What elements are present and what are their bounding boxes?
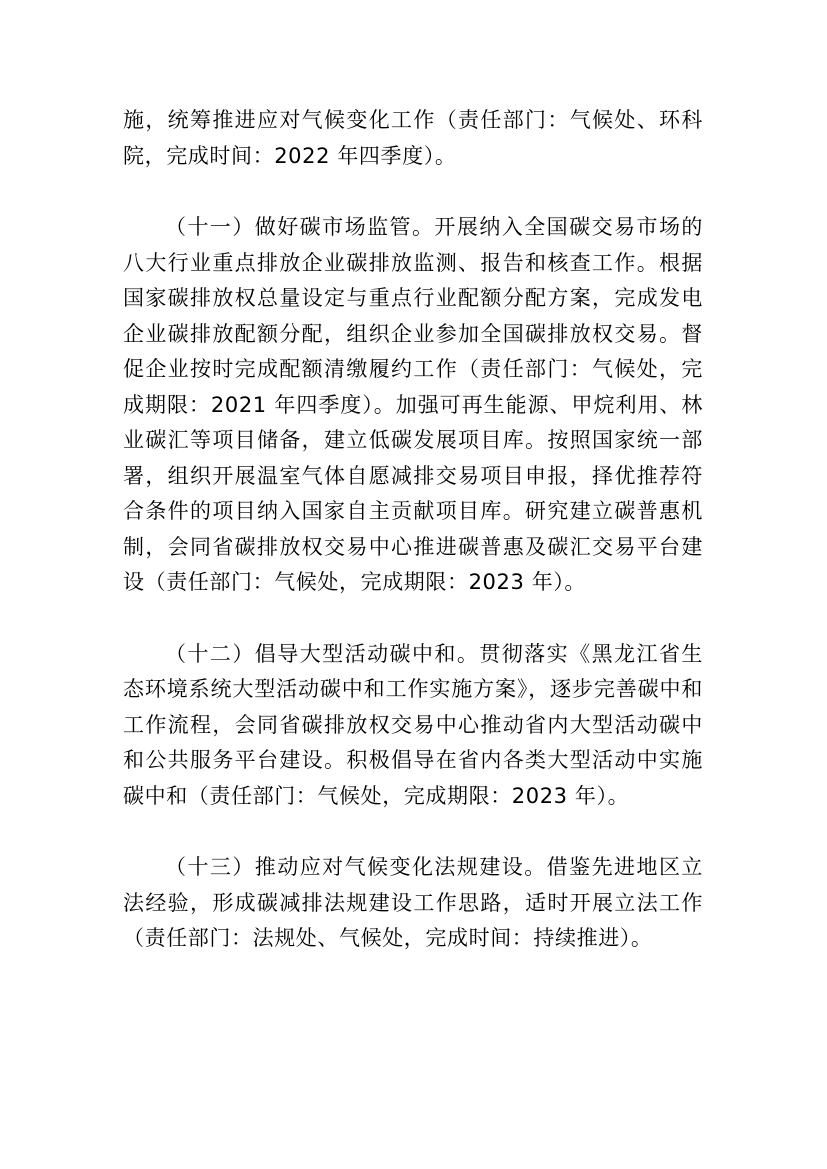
paragraph-continuation: 施，统筹推进应对气候变化工作（责任部门：气候处、环科院，完成时间：2022 年四季度）。 <box>123 108 703 168</box>
document-body <box>123 103 703 957</box>
paragraph-item-11: （十一）做好碳市场监管。开展纳入全国碳交易市场的八大行业重点排放企业碳排放监测、报告和核查工作。根据国家碳排放权总量设定与重点行业配额分配方案，完成发电企业碳排放配额分配，组织企业参加全国碳排放权交易。督促企业按时完成配额清缴履约工作（责任部门：气候处，完成期限：2021 年四季度）。加强可再生能源、甲烷利用、林业碳汇等项目储备，建立低碳发展项目库。按照国家统一部署，组织开展温室气体自愿减排交易项目申报，择优推荐符合条件的项目纳入国家自主贡献项目库。研究建立碳普惠机制，会同省碳排放权交易中心推进碳普惠及碳汇交易平台建设（责任部门：气候处，完成期限：2023 年）。 <box>123 215 703 594</box>
paragraph-item-13: （十三）推动应对气候变化法规建设。借鉴先进地区立法经验，形成碳减排法规建设工作思路，适时开展立法工作（责任部门：法规处、气候处，完成时间：持续推进）。 <box>123 855 703 950</box>
paragraph-item-12: （十二）倡导大型活动碳中和。贯彻落实《黑龙江省生态环境系统大型活动碳中和工作实施方案》，逐步完善碳中和工作流程，会同省碳排放权交易中心推动省内大型活动碳中和公共服务平台建设。积极倡导在省内各类大型活动中实施碳中和（责任部门：气候处，完成期限：2023 年）。 <box>123 641 703 808</box>
